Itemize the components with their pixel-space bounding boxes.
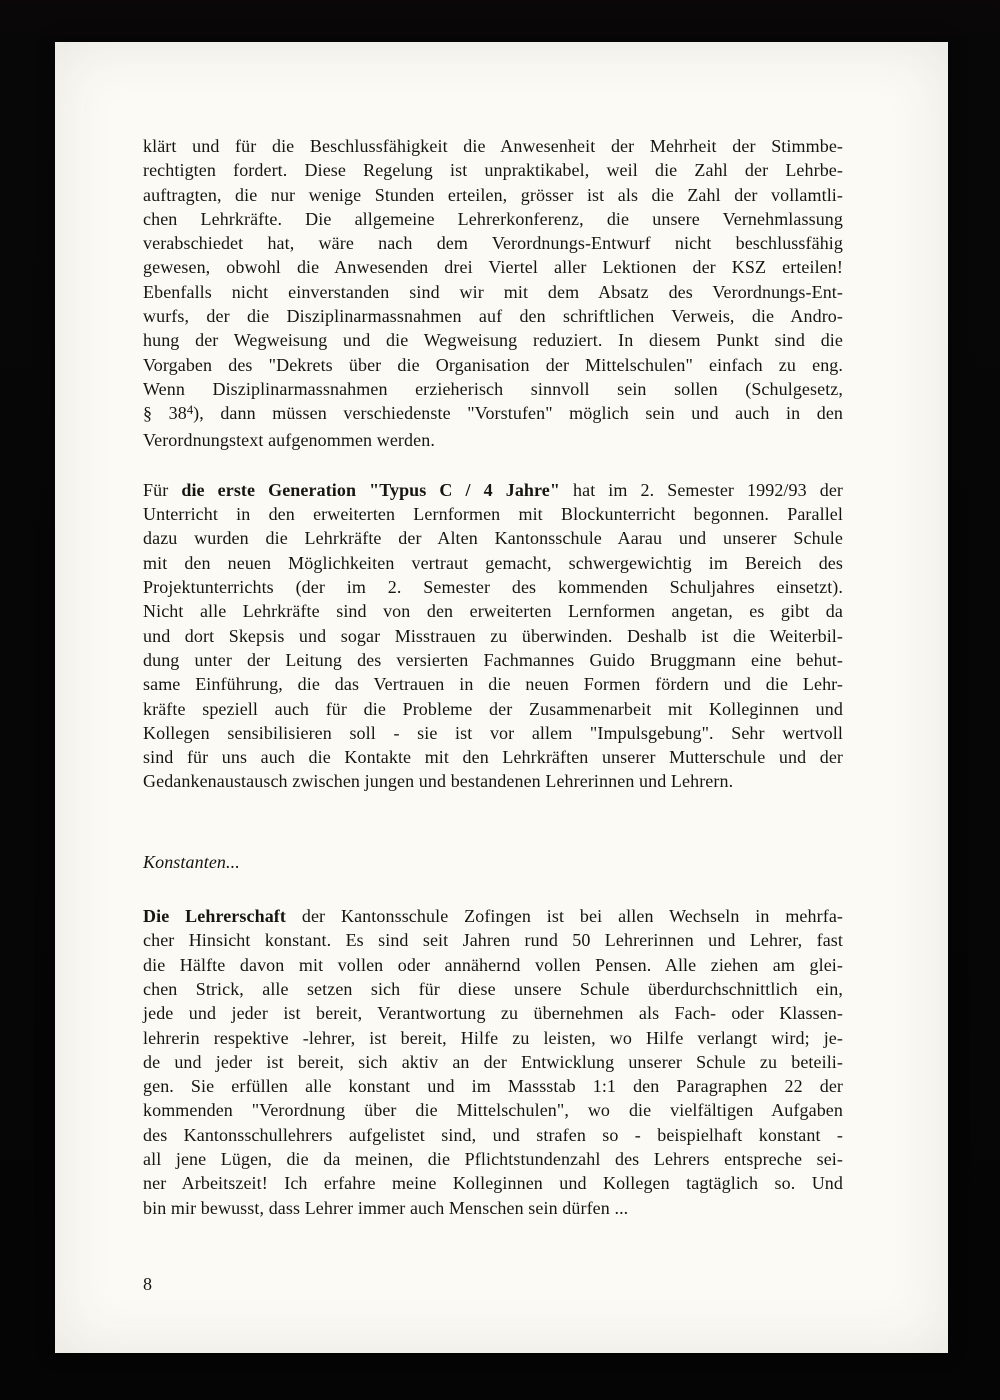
- text-segment: Gedankenaustausch zwischen jungen und bestandenen Lehrerinnen und Lehrern.: [143, 771, 734, 792]
- text-segment: und dort Skepsis und sogar Misstrauen zu überwinden. Deshalb ist die Weiterbil-: [143, 625, 843, 646]
- text-line: [143, 697, 843, 721]
- text-segment: all jene Lügen, die da meinen, die Pflichtstundenzahl des Lehrers entspreche sei-: [143, 1148, 843, 1169]
- text-line: [143, 255, 843, 279]
- text-line: [143, 231, 843, 255]
- text-segment: Vorgaben des "Dekrets über die Organisation der Mittelschulen" einfach zu eng.: [143, 354, 843, 375]
- text-line: [143, 953, 843, 977]
- text-line: [143, 304, 843, 328]
- text-segment: jede und jeder ist bereit, Verantwortung zu übernehmen als Fach- oder Klassen-: [143, 1003, 843, 1024]
- text-line: [143, 183, 843, 207]
- text-segment: dazu wurden die Lehrkräfte der Alten Kantonsschule Aarau und unserer Schule: [143, 528, 843, 549]
- text-line: [143, 745, 843, 769]
- text-line: [143, 1098, 843, 1122]
- text-line: [143, 158, 843, 182]
- text-line: [143, 401, 843, 427]
- text-segment: mit den neuen Möglichkeiten vertraut gemacht, schwergewichtig im Bereich des: [143, 552, 843, 573]
- text-segment: kräfte speziell auch für die Probleme der Zusammenarbeit mit Kolleginnen und: [143, 698, 843, 719]
- text-line: [143, 207, 843, 231]
- text-segment: Projektunterrichts (der im 2. Semester des kommenden Schuljahres einsetzt).: [143, 577, 843, 598]
- text-segment: gen. Sie erfüllen alle konstant und im Massstab 1:1 den Paragraphen 22 der: [143, 1076, 843, 1097]
- text-segment: chen Lehrkräfte. Die allgemeine Lehrerkonferenz, die unsere Vernehmlassung: [143, 208, 843, 229]
- text-segment: verabschiedet hat, wäre nach dem Verordnungs-Entwurf nicht beschlussfähig: [143, 233, 843, 254]
- text-line: [143, 1001, 843, 1025]
- text-segment: die Hälfte davon mit vollen oder annähernd vollen Pensen. Alle ziehen am glei-: [143, 954, 843, 975]
- text-segment: de und jeder ist bereit, sich aktiv an der Entwicklung unserer Schule zu beteili-: [143, 1051, 843, 1072]
- text-segment: Kollegen sensibilisieren soll - sie ist vor allem "Impulsgebung". Sehr wertvoll: [143, 722, 843, 743]
- text-segment: dung unter der Leitung des versierten Fachmannes Guido Bruggmann eine behut-: [143, 649, 843, 670]
- document-page: [55, 42, 948, 1353]
- text-segment: Ebenfalls nicht einverstanden sind wir mit dem Absatz des Verordnungs-Ent-: [143, 281, 843, 302]
- text-line: [143, 904, 843, 928]
- text-line: [143, 1196, 843, 1220]
- text-line: [143, 328, 843, 352]
- text-line: [143, 353, 843, 377]
- text-segment: kommenden "Verordnung über die Mittelschulen", wo die vielfältigen Aufgaben: [143, 1100, 843, 1121]
- text-segment: 4: [186, 402, 194, 417]
- text-segment: Die Lehrerschaft: [143, 906, 286, 927]
- text-segment: Unterricht in den erweiterten Lernformen mit Blockunterricht begonnen. Parallel: [143, 504, 843, 525]
- text-segment: chen Strick, alle setzen sich für diese unsere Schule überdurchschnittlich ein,: [143, 978, 843, 999]
- paragraph-verordnung: [143, 134, 843, 452]
- text-line: [143, 502, 843, 526]
- text-segment: rechtigten fordert. Diese Regelung ist unpraktikabel, weil die Zahl der Lehrbe-: [143, 160, 843, 181]
- text-segment: Verordnungstext aufgenommen werden.: [143, 429, 435, 450]
- text-line: [143, 721, 843, 745]
- text-column: [143, 134, 843, 1296]
- text-line: [143, 672, 843, 696]
- text-segment: der Kantonsschule Zofingen ist bei allen Wechseln in mehrfa-: [286, 906, 843, 927]
- text-line: [143, 428, 843, 452]
- text-line: [143, 280, 843, 304]
- text-line: [143, 1074, 843, 1098]
- text-line: [143, 928, 843, 952]
- text-segment: Konstanten...: [143, 851, 240, 872]
- text-segment: hung der Wegweisung und die Wegweisung reduziert. In diesem Punkt sind die: [143, 330, 843, 351]
- text-segment: wurfs, der die Disziplinarmassnahmen auf den schriftlichen Verweis, die Andro-: [143, 306, 843, 327]
- text-segment: § 38: [143, 403, 187, 424]
- page-number: 8: [143, 1273, 153, 1294]
- text-line: [143, 850, 843, 874]
- text-segment: Für: [143, 479, 182, 500]
- text-segment: klärt und für die Beschlussfähigkeit die Anwesenheit der Mehrheit der Stimmbe-: [143, 136, 843, 156]
- text-segment: same Einführung, die das Vertrauen in die neuen Formen fördern und die Lehr-: [143, 674, 843, 695]
- text-segment: bin mir bewusst, dass Lehrer immer auch Menschen sein dürfen ...: [143, 1197, 629, 1218]
- text-line: [143, 478, 843, 502]
- text-line: [143, 1050, 843, 1074]
- text-line: [143, 769, 843, 793]
- text-line: [143, 1147, 843, 1171]
- paragraph-typus-c: [143, 478, 843, 794]
- text-segment: hat im 2. Semester 1992/93 der: [560, 479, 844, 500]
- text-line: [143, 575, 843, 599]
- text-line: [143, 526, 843, 550]
- paragraph-lehrerschaft: [143, 904, 843, 1220]
- text-segment: gewesen, obwohl die Anwesenden drei Viertel aller Lektionen der KSZ erteilen!: [143, 257, 843, 278]
- text-line: [143, 648, 843, 672]
- text-line: [143, 377, 843, 401]
- text-line: [143, 977, 843, 1001]
- text-line: [143, 599, 843, 623]
- text-segment: des Kantonsschullehrers aufgelistet sind, und strafen so - beispielhaft konstant -: [143, 1124, 843, 1145]
- text-segment: ner Arbeitszeit! Ich erfahre meine Kolleginnen und Kollegen tagtäglich so. Und: [143, 1173, 843, 1194]
- text-line: [143, 1171, 843, 1195]
- heading-konstanten: [143, 850, 843, 874]
- text-segment: cher Hinsicht konstant. Es sind seit Jahren rund 50 Lehrerinnen und Lehrer, fast: [143, 930, 843, 951]
- text-line: [143, 1123, 843, 1147]
- text-segment: Nicht alle Lehrkräfte sind von den erweiterten Lernformen angetan, es gibt da: [143, 601, 843, 622]
- text-segment: Wenn Disziplinarmassnahmen erzieherisch sinnvoll sein sollen (Schulgesetz,: [143, 378, 843, 399]
- text-line: [143, 1026, 843, 1050]
- text-segment: ), dann müssen verschiedenste "Vorstufen" möglich sein und auch in den: [193, 403, 844, 424]
- text-line: [143, 624, 843, 648]
- text-segment: die erste Generation "Typus C / 4 Jahre": [181, 479, 560, 500]
- text-line: [143, 134, 843, 158]
- text-segment: lehrerin respektive -lehrer, ist bereit, Hilfe zu leisten, wo Hilfe verlangt wird; je-: [143, 1027, 843, 1048]
- text-segment: sind für uns auch die Kontakte mit den Lehrkräften unserer Mutterschule und der: [143, 747, 843, 768]
- text-line: [143, 551, 843, 575]
- text-segment: auftragten, die nur wenige Stunden erteilen, grösser ist als die Zahl der vollamtli-: [143, 184, 843, 205]
